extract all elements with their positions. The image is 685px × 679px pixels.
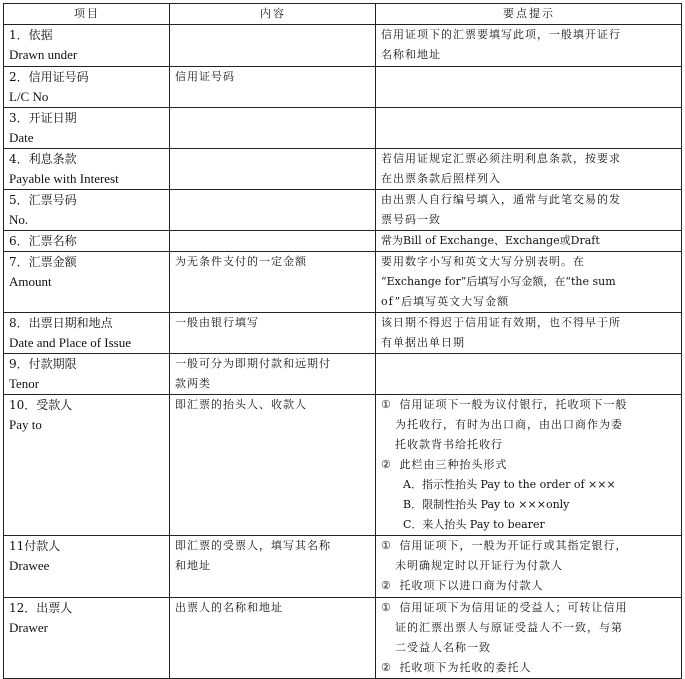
header-content: 内容 bbox=[170, 4, 376, 25]
table-row bbox=[4, 149, 682, 190]
hint-line: of”后填写英文大写金额 bbox=[381, 295, 510, 308]
hint-cell bbox=[376, 252, 682, 313]
hint-marker: ② bbox=[381, 661, 392, 674]
item-cell bbox=[4, 108, 170, 149]
item-name-cn: 3．开证日期 bbox=[9, 111, 77, 125]
hint-cell bbox=[376, 313, 682, 354]
hint-line: 信用证项下的汇票要填写此项，一般填开证行 bbox=[381, 28, 621, 41]
hint-line: “Exchange for”后填写小写金额，在“the sum bbox=[381, 275, 616, 288]
item-name-cn: 1．依据 bbox=[9, 28, 53, 42]
hint-line: 信用证项下一般为议付银行，托收项下一般 bbox=[399, 398, 628, 411]
content-text: 和地址 bbox=[175, 559, 211, 572]
content-text: 即汇票的抬头人、收款人 bbox=[175, 398, 307, 411]
item-name-en: L/C No bbox=[9, 89, 49, 104]
item-cell bbox=[4, 149, 170, 190]
hint-cell bbox=[376, 67, 682, 108]
hint-cell bbox=[376, 25, 682, 67]
hint-line: 由出票人自行编号填入，通常与此笔交易的发 bbox=[381, 193, 621, 206]
hint-line: 要用数字小写和英文大写分别表明。在 bbox=[381, 255, 585, 268]
hint-option: A．指示性抬头 Pay to the order of ××× bbox=[403, 478, 616, 491]
hint-line: 二受益人名称一致 bbox=[395, 641, 491, 654]
hint-cell bbox=[376, 354, 682, 395]
item-cell bbox=[4, 598, 170, 679]
table-row bbox=[4, 108, 682, 149]
hint-marker: ② bbox=[381, 458, 392, 471]
item-name-cn: 6．汇票名称 bbox=[9, 234, 77, 248]
content-text: 一般由银行填写 bbox=[175, 316, 259, 329]
hint-line: 在出票条款后照样列入 bbox=[381, 172, 501, 185]
content-cell bbox=[170, 149, 376, 190]
hint-marker: ① bbox=[381, 398, 392, 411]
item-name-cn: 4．利息条款 bbox=[9, 152, 77, 166]
item-name-en: Amount bbox=[9, 274, 52, 289]
item-cell bbox=[4, 252, 170, 313]
hint-line: 此栏由三种抬头形式 bbox=[399, 458, 508, 471]
table-row bbox=[4, 313, 682, 354]
hint-cell bbox=[376, 395, 682, 536]
content-cell bbox=[170, 108, 376, 149]
hint-numbered-item bbox=[381, 576, 677, 596]
hint-option: B．限制性抬头 Pay to ×××only bbox=[403, 498, 570, 511]
hint-cell bbox=[376, 190, 682, 231]
item-name-en: Date and Place of Issue bbox=[9, 335, 132, 350]
table-row bbox=[4, 354, 682, 395]
hint-marker: ① bbox=[381, 539, 392, 552]
table-row bbox=[4, 25, 682, 67]
item-name-cn: 11付款人 bbox=[9, 539, 61, 553]
table-row bbox=[4, 252, 682, 313]
item-name-cn: 12．出票人 bbox=[9, 601, 73, 615]
hint-line: 未明确规定时以开证行为付款人 bbox=[395, 559, 563, 572]
content-cell bbox=[170, 190, 376, 231]
hint-line: 托收项下为托收的委托人 bbox=[399, 661, 532, 674]
content-cell bbox=[170, 313, 376, 354]
header-item: 项目 bbox=[4, 4, 170, 25]
item-name-en: Payable with Interest bbox=[9, 171, 119, 186]
hint-line: 证的汇票出票人与原证受益人不一致，与第 bbox=[395, 621, 623, 634]
hint-line: 有单据出单日期 bbox=[381, 336, 465, 349]
hint-cell bbox=[376, 108, 682, 149]
content-cell bbox=[170, 395, 376, 536]
item-name-en: Tenor bbox=[9, 376, 40, 391]
hint-line: 名称和地址 bbox=[381, 48, 441, 61]
item-name-cn: 7．汇票金额 bbox=[9, 255, 77, 269]
hint-line: 为托收行，有时为出口商，由出口商作为委 bbox=[395, 418, 623, 431]
hint-line: 信用证项下，一般为开证行或其指定银行， bbox=[399, 539, 628, 552]
header-hint: 要点提示 bbox=[376, 4, 682, 25]
item-name-en: Drawee bbox=[9, 558, 50, 573]
table-row bbox=[4, 190, 682, 231]
table-row bbox=[4, 395, 682, 536]
hint-line: 票号码一致 bbox=[381, 213, 441, 226]
item-name-cn: 9．付款期限 bbox=[9, 357, 77, 371]
item-name-en: Drawn under bbox=[9, 47, 78, 62]
item-cell bbox=[4, 536, 170, 598]
table-row bbox=[4, 67, 682, 108]
hint-line: 常为Bill of Exchange、Exchange或Draft bbox=[381, 234, 600, 247]
hint-marker: ② bbox=[381, 579, 392, 592]
item-cell bbox=[4, 395, 170, 536]
content-text: 出票人的名称和地址 bbox=[175, 601, 283, 614]
item-name-cn: 5．汇票号码 bbox=[9, 193, 77, 207]
hint-numbered-item bbox=[381, 455, 677, 475]
content-text: 为无条件支付的一定金额 bbox=[175, 255, 307, 268]
hint-line: 信用证项下为信用证的受益人；可转让信用 bbox=[399, 601, 628, 614]
item-cell bbox=[4, 313, 170, 354]
hint-cell bbox=[376, 231, 682, 252]
item-cell bbox=[4, 231, 170, 252]
content-cell bbox=[170, 252, 376, 313]
item-name-cn: 8．出票日期和地点 bbox=[9, 316, 113, 330]
content-cell bbox=[170, 536, 376, 598]
item-cell bbox=[4, 67, 170, 108]
hint-line: 该日期不得迟于信用证有效期，也不得早于所 bbox=[381, 316, 621, 329]
hint-line: 托收款背书给托收行 bbox=[395, 438, 503, 451]
table-row bbox=[4, 231, 682, 252]
item-cell bbox=[4, 354, 170, 395]
hint-option: C．来人抬头 Pay to bearer bbox=[403, 518, 545, 531]
content-cell bbox=[170, 67, 376, 108]
item-name-en: Drawer bbox=[9, 620, 48, 635]
hint-numbered-item bbox=[381, 658, 677, 678]
content-cell bbox=[170, 354, 376, 395]
table-header-row bbox=[4, 4, 682, 25]
hint-line: 托收项下以进口商为付款人 bbox=[399, 579, 544, 592]
content-cell bbox=[170, 231, 376, 252]
item-cell bbox=[4, 190, 170, 231]
item-name-en: No. bbox=[9, 212, 29, 227]
item-name-en: Pay to bbox=[9, 417, 42, 432]
item-name-en: Date bbox=[9, 130, 34, 145]
hint-cell bbox=[376, 598, 682, 679]
hint-numbered-item bbox=[381, 598, 677, 618]
content-cell bbox=[170, 25, 376, 67]
content-text: 信用证号码 bbox=[175, 70, 235, 83]
content-text: 即汇票的受票人，填写其名称 bbox=[175, 539, 331, 552]
hint-marker: ① bbox=[381, 601, 392, 614]
hint-cell bbox=[376, 536, 682, 598]
item-cell bbox=[4, 25, 170, 67]
item-name-cn: 10．受款人 bbox=[9, 398, 73, 412]
hint-cell bbox=[376, 149, 682, 190]
drawing-instructions-table bbox=[3, 3, 682, 679]
item-name-cn: 2．信用证号码 bbox=[9, 70, 89, 84]
content-text: 一般可分为即期付款和远期付 bbox=[175, 357, 331, 370]
hint-line: 若信用证规定汇票必须注明利息条款，按要求 bbox=[381, 152, 621, 165]
content-cell bbox=[170, 598, 376, 679]
table-row bbox=[4, 598, 682, 679]
hint-numbered-item bbox=[381, 536, 677, 556]
hint-numbered-item bbox=[381, 395, 677, 415]
table-row bbox=[4, 536, 682, 598]
content-text: 款两类 bbox=[175, 377, 211, 390]
